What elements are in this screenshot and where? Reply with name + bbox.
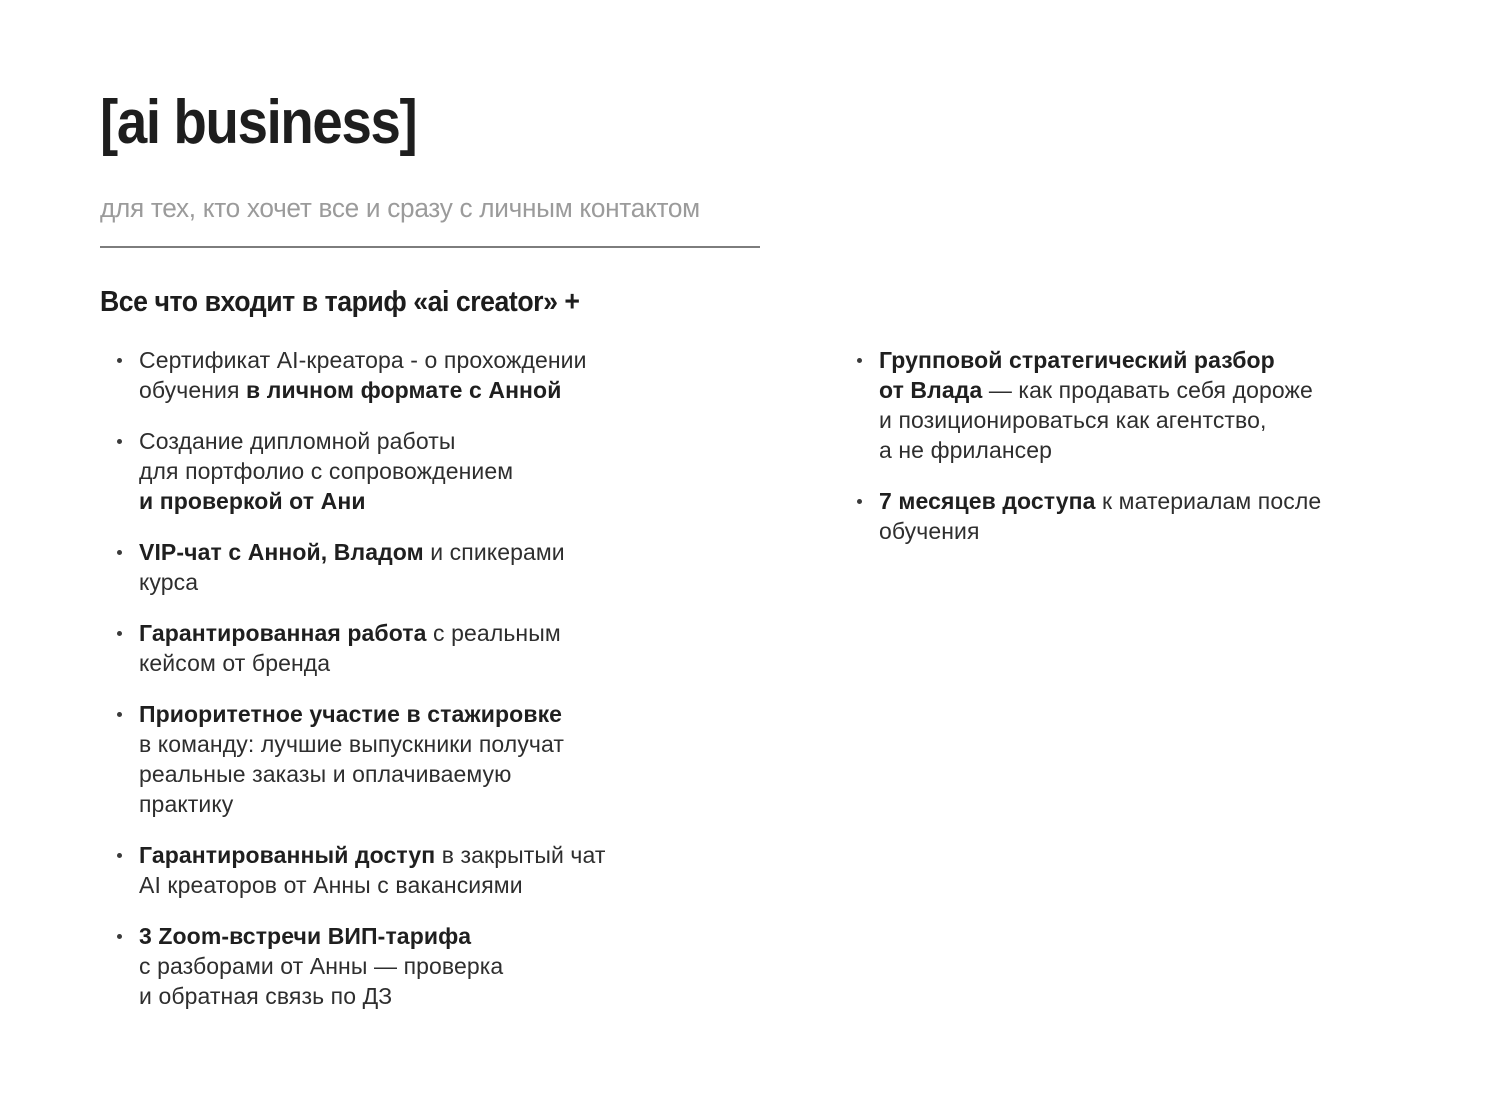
bullet-dot <box>117 934 122 939</box>
page-subtitle: для тех, кто хочет все и сразу с личным контактом <box>100 193 700 224</box>
list-item-text: VIP-чат с Анной, Владом и спикерами курса <box>139 539 565 596</box>
list-item <box>115 618 840 678</box>
bullet-dot <box>117 550 122 555</box>
list-item-text: Приоритетное участие в стажировке в команду: лучшие выпускники получат реальные заказы и оплачиваемую практику <box>139 701 565 818</box>
divider <box>100 246 760 248</box>
bullet-dot <box>117 358 122 363</box>
section-heading: Все что входит в тариф «ai creator» + <box>100 286 580 319</box>
bullet-dot <box>117 853 122 858</box>
features-list-left <box>100 345 840 1032</box>
page-title: [ai business] <box>100 88 417 157</box>
bullet-dot <box>117 439 122 444</box>
list-item <box>855 486 1321 546</box>
list-item <box>855 345 1321 465</box>
list-item <box>115 921 840 1011</box>
bullet-dot <box>857 358 862 363</box>
list-item <box>115 840 840 900</box>
list-item-text: Групповой стратегический разбор от Влада — как продавать себя дороже и позиционироваться как агентство, а не фрилансер <box>879 347 1313 464</box>
list-item <box>115 345 840 405</box>
list-item-text: Гарантированный доступ в закрытый чат AI креаторов от Анны с вакансиями <box>139 842 606 899</box>
bullet-dot <box>117 631 122 636</box>
list-item-text: 7 месяцев доступа к материалам после обучения <box>879 488 1322 545</box>
list-item <box>115 426 840 516</box>
list-item-text: 3 Zoom-встречи ВИП-тарифа с разборами от Анны — проверка и обратная связь по ДЗ <box>139 923 504 1010</box>
list-item-text: Создание дипломной работы для портфолио с сопровождением и проверкой от Ани <box>139 428 514 515</box>
bullet-dot <box>857 499 862 504</box>
features-columns <box>100 345 1404 1032</box>
bullet-dot <box>117 712 122 717</box>
features-list-right <box>840 345 1321 1032</box>
list-item-text: Гарантированная работа с реальным кейсом от бренда <box>139 620 561 677</box>
list-item <box>115 699 840 819</box>
list-item-text: Сертификат AI-креатора - о прохождении обучения в личном формате с Анной <box>139 347 587 404</box>
list-item <box>115 537 840 597</box>
